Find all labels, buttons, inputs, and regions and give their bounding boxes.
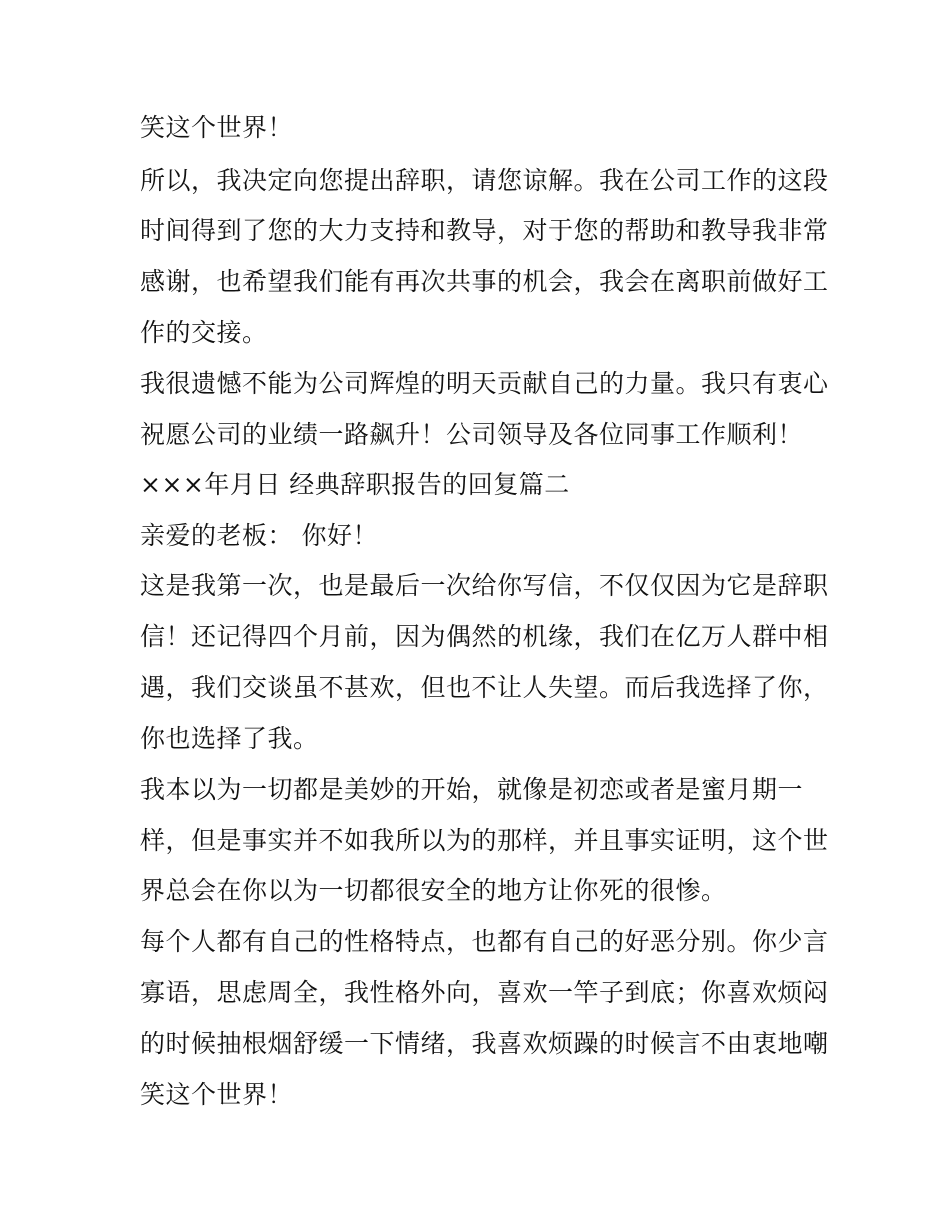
text-line: 界总会在你以为一切都很安全的地方让你死的很惨。	[140, 876, 727, 905]
text-line: 寡语，思虑周全，我性格外向，喜欢一竿子到底；你喜欢烦闷	[140, 978, 829, 1007]
text-line: 遇，我们交谈虽不甚欢，但也不让人失望。而后我选择了你，	[140, 673, 829, 702]
text-line: 我很遗憾不能为公司辉煌的明天贡献自己的力量。我只有衷心	[140, 369, 829, 398]
text-line: 样，但是事实并不如我所以为的那样，并且事实证明，这个世	[140, 826, 829, 855]
text-line: 这是我第一次，也是最后一次给你写信，不仅仅因为它是辞职	[140, 571, 829, 600]
text-line: 每个人都有自己的性格特点，也都有自己的好恶分别。你少言	[140, 927, 829, 956]
text-line: 我本以为一切都是美妙的开始，就像是初恋或者是蜜月期一	[140, 775, 804, 804]
text-line: 所以，我决定向您提出辞职，请您谅解。我在公司工作的这段	[140, 166, 829, 195]
text-line: 亲爱的老板： 你好！	[140, 521, 378, 550]
text-line: 信！还记得四个月前，因为偶然的机缘，我们在亿万人群中相	[140, 622, 829, 651]
text-line: 作的交接。	[140, 318, 268, 347]
text-line: 笑这个世界！	[140, 113, 294, 142]
text-line: 祝愿公司的业绩一路飙升！公司领导及各位同事工作顺利！	[140, 420, 804, 449]
text-line: 感谢，也希望我们能有再次共事的机会，我会在离职前做好工	[140, 267, 829, 296]
text-line: 的时候抽根烟舒缓一下情绪，我喜欢烦躁的时候言不由衷地嘲	[140, 1029, 829, 1058]
text-line: 你也选择了我。	[140, 724, 319, 753]
text-line: 时间得到了您的大力支持和教导，对于您的帮助和教导我非常	[140, 216, 829, 245]
text-line: 笑这个世界！	[140, 1080, 294, 1109]
text-line: ×××年月日 经典辞职报告的回复篇二	[140, 470, 570, 499]
